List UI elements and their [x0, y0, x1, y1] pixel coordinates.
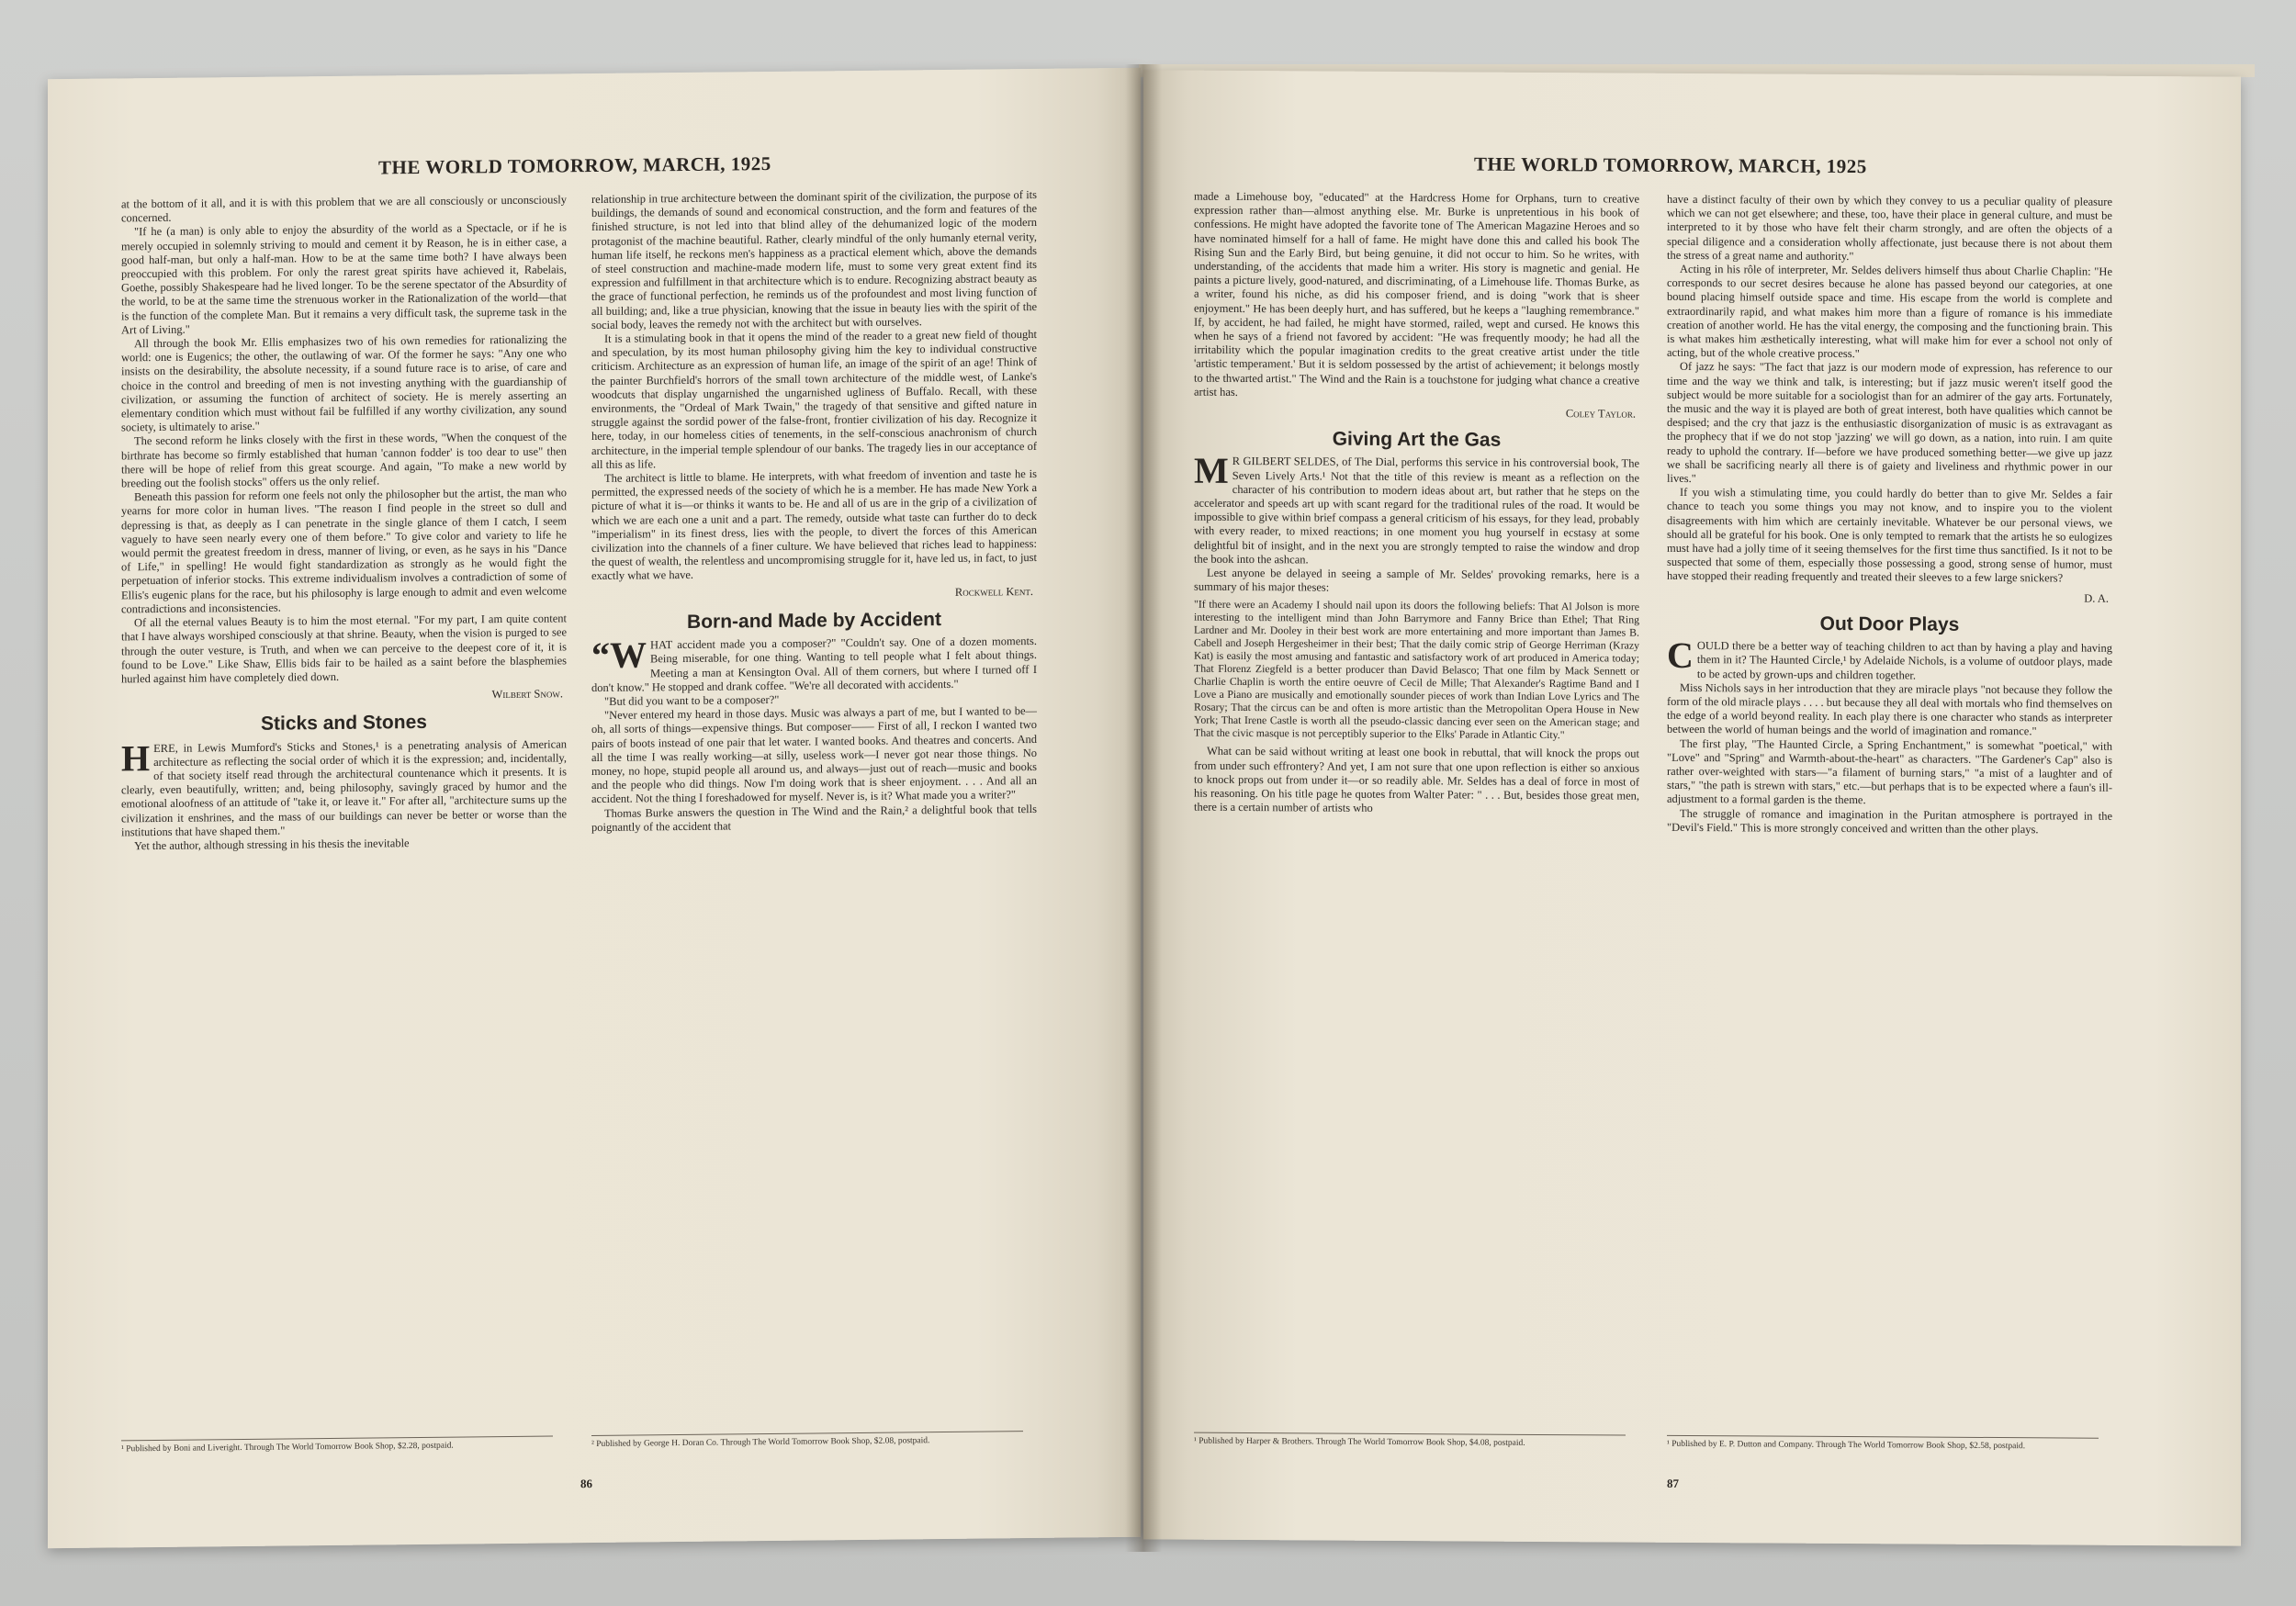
running-head-right: THE WORLD TOMORROW, MARCH, 1925	[1474, 152, 1867, 178]
footnote: ¹ Published by Harper & Brothers. Through The World Tomorrow Book Shop, $4.08, postpaid.	[1194, 1432, 1626, 1450]
paragraph: Yet the author, although stressing in his thesis the inevitable	[134, 837, 410, 853]
right-column-1	[1194, 190, 1639, 817]
paragraph: M R GILBERT SELDES, of The Dial, performs this service in his controversial book, The Seven Lively Arts.¹ Not that the title of this review is meant as a reflection on the character of his contribution to modern ideas about art, but rather that he steps on the accelerator and speeds art up with scant regard for the traditional rules of the road. It would be impossible to give within brief compass a general criticism of his essays, for they lead, probably with every reader, to mixed reactions; in one moment you hug yourself in ecstasy at some delightful bit of insight, and in the next you are strongly tempted to raise the window and drop the book into the ashcan.	[1194, 450, 1639, 567]
paragraph: at the bottom of it all, and it is with this problem that we are all consciously or unconsciously concerned.	[121, 193, 567, 225]
paragraph: Acting in his rôle of interpreter, Mr. Seldes delivers himself thus about Charlie Chaplin: "He corresponds to our secret desires because he alone has passed beyond our categories, at one bound placing himself outside space and time. His escape from the world is complete and extraordinarily rapid, and what makes him more than a figure of romance is his immediate creation of another world. He has the vital energy, the composing and the functioning brain. This is what makes him æsthetically interesting, what will make him for ever a school not only of acting, but of the whole creative process."	[1667, 262, 2112, 361]
right-page	[1143, 70, 2241, 1545]
book-gutter	[1125, 64, 1162, 1552]
left-column-1	[121, 193, 567, 853]
paragraph: COULD there be a better way of teaching children to act than by having a play and having them in it? The Haunted Circle,¹ by Adelaide Nichols, is a volume of outdoor plays, made to be acted by grown-ups and children together.	[1667, 634, 2112, 681]
footnote: ² Published by George H. Doran Co. Through The World Tomorrow Book Shop, $2.08, postpaid.	[591, 1431, 1023, 1450]
author-signature: D. A.	[2084, 591, 2109, 605]
paragraph: It is a stimulating book in that it opens the mind of the reader to a great new field of thought and speculation, by its most human philosophy giving him the key to individual constructive criticism. Architecture as an expression of human life, an image of the spirit of an age! Think of the painter Burchfield's horrors of the small town architecture of the middle west, of Lanke's woodcuts that display ungarnished the ungarnished ugliness of Buffalo. Recall, with these environments, the "Ordeal of Mark Twain," the tragedy of that sensitive and gifted nature in struggle against the sordid power of the false-front, frontier civilization of his day. Recognize it here, today, in our homeless cities of tenements, in the self-conscious anachronism of church architecture, in the imperial temple splendour of our banks. The tragedy lies in our acceptance of all this as life.	[591, 327, 1037, 471]
paragraph: Beneath this passion for reform one feels not only the philosopher but the artist, the man who yearns for more color in human lives. "The reason I find people in the street so dull and depressing is that, as deeply as I can penetrate in the single glance of them I catch, I seem vaguely to have seen nearly every one of them before." To give color and variety to life he would permit the greatest freedom in dress, manner of living, or even, as he says in his "Dance of Life," in spelling! He would fight standardization as strongly as he would fight the perpetuation of inferior stocks. This extreme individualism involves a contradiction of some of Ellis's eugenic plans for the race, but his philosophy is large enough to admit and even welcome contradictions and inconsistencies.	[121, 486, 567, 616]
paragraph: The first play, "The Haunted Circle, a Spring Enchantment," is somewhat "poetical," with "Love" and "Spring" and Warmth-about-the-heart" as characters. "The Gardener's Cap" also is rather over-weighted with stars—"a filament of burning stars," "a mist of a laughter and of stars," "the path is strewn with stars," etc.—but perhaps that is to be expected where a faun's ill-adjustment to a formal garden is the theme.	[1667, 736, 2112, 807]
paragraph: have a distinct faculty of their own by which they convey to us a peculiar quality of pleasure which we can not get elsewhere; and these, too, have their place in general culture, and must be interpreted to it by those who have felt their charm strongly, and are often the objects of a special diligence and a consideration wholly affectionate, just because there is not about them the stress of a great name and authority."	[1667, 192, 2112, 263]
drop-cap: M	[1194, 450, 1229, 492]
paragraph: relationship in true architecture between the dominant spirit of the civilization, the purpose of its buildings, the demands of sound and economical construction, and the form and features of the finished structure, is not led into that blind alley of the dehumanized logic of the modern protagonist of the machine beautiful. Rather, clearly mindful of the only humanly eternal verity, human life itself, he reckons men's happiness as a practical element which, above the demands of steel construction and machine-made modern life, must to some very great extent find its expression and fulfillment in that architecture which is to endure. Recognizing abstract beauty as the grace of functional perfection, he reminds us of the profoundest and most living function of all building; and, like a true physician, knowing that the issue in beauty lies with the spirit of the social body, leaves the remedy not with the architect but with ourselves.	[591, 187, 1037, 331]
paragraph: Lest anyone be delayed in seeing a sample of Mr. Seldes' provoking remarks, here is a summary of his major theses:	[1194, 566, 1639, 594]
drop-cap: C	[1667, 634, 1694, 677]
paragraph: Of all the eternal values Beauty is to him the most eternal. "For my part, I am quite content that I have always worshiped consciously at that shrine. Beauty, when the vision is purged to see through the outer vesture, is Truth, and when we can perceive to the deepest core of it, it is found to be Love." Like Shaw, Ellis bids fair to be hailed as a saint before the blasphemies hurled against him have completely died down.	[121, 612, 567, 686]
article-heading: Sticks and Stones	[261, 712, 427, 736]
right-column-2	[1667, 193, 2112, 837]
paragraph: If you wish a stimulating time, you could hardly do better than to give Mr. Seldes a fair chance to teach you some things you may not know, and to inspire you to the violent disagreements with him which are certainly inevitable. Whatever be our personal views, we should all be grateful for his book. One is only tempted to remark that the artists he so eulogizes must have had a jolly time of it seeing themselves for the first time thus sanctified. Is it not to be suspected that some of them, especially those possessing a good, strong sense of humor, must have stopped their reading frequently and treated their sleeves to a few large snickers?	[1667, 486, 2112, 585]
paragraph: The architect is little to blame. He interprets, with what freedom of invention and taste he is permitted, the expressed needs of the society of which he is a member. He has made New York a picture of what it is—or thinks it wants to be. He and all of us are in the grip of a civilization of which we are each one a unit and a part. The remedy, outside what taste can further do to deck "imperialism" in its finest dress, lies with the people, to divert the forces of this American civilization into the channels of a finer culture. We have believed that riches lead to happiness: the quest of wealth, the relentless and uncompromising struggle for it, have led us, in fact, to just exactly what we have.	[591, 467, 1037, 583]
paragraph: All through the book Mr. Ellis emphasizes two of his own remedies for rationalizing the world: one is Eugenics; the other, the outlawing of war. Of the former he says: "Any one who insists on the desirability, the absolute necessity, if a sound future race is to arise, of care and choice in the control and breeding of men is not investing anything with the guardianship of civilization, or assuming the function of architect of society. He is merely asserting an elementary condition which must without fail be fulfilled if any worthy civilization, any sound society, is ultimately to arise."	[121, 332, 567, 434]
paragraph: "If he (a man) is only able to enjoy the absurdity of the world as a Spectacle, or if he is merely occupied in solemnly striving to mould and cement it by Reason, he is in either case, a good half-man, but only a half-man. How to be at the same time both? I have always been preoccupied with this problem. For only the rarest great spirits have achieved it, Rabelais, Goethe, possibly Shakespeare had he lived longer. To be the serene spectator of the Absurdity of the world, to be at the same time the strenuous worker in the Rationalization of the world—that is the function of the complete Man. But it remains a very difficult task, the supreme task in the Art of Living."	[121, 220, 567, 337]
paragraph: Miss Nichols says in her introduction that they are miracle plays "not because they follow the form of the old miracle plays . . . . but because they all deal with mortals who find themselves on the edge of a world beyond reality. In each play there is one character who stands as interpreter between the world of human beings and the world of imagination and romance."	[1667, 680, 2112, 738]
paragraph: The second reform he links closely with the first in these words, "When the conquest of the birthrate has become so firmly established that human 'cannon fodder' is too dear to use" then there will be hope of relief from this great scourge. And again, "To make a new world by breeding out the foolish stocks" offers us the only relief.	[121, 430, 567, 490]
paragraph: The struggle of romance and imagination in the Puritan atmosphere is portrayed in the "Devil's Field." This is more strongly conceived and written than the other plays.	[1667, 806, 2112, 837]
article-heading: Giving Art the Gas	[1332, 428, 1502, 451]
paragraph: "Never entered my heard in those days. Music was always a part of me, but I wanted to be—oh, all sorts of things—expensive things. But composer—— First of all, I reckon I wanted two pairs of boots instead of one pair that let water. I wanted books. And theatres and concerts. And all the time I was really working—at silly, useless work—I never got near those things. No money, no hope, stupid people all around us, and always—just out of reach—music and books and the people who did things. Now I'm doing work that is sheer enjoyment. . . . And all an accident. Not the thing I foreshadowed for myself. Never is, is it? What made you a writer?"	[591, 704, 1037, 806]
paragraph: Of jazz he says: "The fact that jazz is our modern mode of expression, has reference to our time and the way we think and talk, is interesting; but if jazz music weren't itself good the subject would be more suitable for a sociologist than for an admirer of the gay arts. Fortunately, the music and the way it is played are both of great interest, both have qualities which cannot be despised; and the cry that jazz is the enthusiastic disorganization of music is as extravagant as the prophecy that if we do not stop 'jazzing' we will go down, as a nation, into ruin. I am quite ready to uphold the contrary. If—before we have produced something better—we give up jazz we shall be sacrificing nearly all there is of gaiety and liveliness and rhythmic power in our lives."	[1667, 360, 2112, 486]
paragraph: Thomas Burke answers the question in The Wind and the Rain,² a delightful book that tells poignantly of the accident that	[591, 802, 1037, 834]
article-heading: Born-and Made by Accident	[687, 608, 941, 633]
article-heading: Out Door Plays	[1819, 612, 1960, 635]
paragraph: "But did you want to be a composer?"	[604, 692, 780, 708]
author-signature: Coley Taylor.	[1565, 407, 1636, 421]
page-number: 86	[580, 1477, 592, 1491]
paragraph: HERE, in Lewis Mumford's Sticks and Stones,¹ is a penetrating analysis of American architecture as reflecting the social order of which it is the expression; and, incidentally, of that society itself read through the architectural countenance which it presents. It is clearly, even beautifully, written; and, being philosophy, savingly graced by humor and the emotional aloofness of an attitude of "take it, or leave it." For after all, "architecture sums up the civilization it enshrines, and the mass of our buildings can never be better or worse than the institutions that have shaped them."	[121, 736, 567, 839]
left-page	[48, 68, 1141, 1548]
drop-cap: “W	[591, 634, 647, 677]
left-column-2	[591, 188, 1037, 835]
author-signature: Rockwell Kent.	[954, 584, 1033, 599]
drop-cap: H	[121, 736, 151, 779]
page-number: 87	[1667, 1476, 1679, 1490]
paragraph: What can be said without writing at least one book in rebuttal, that will knock the props out from under such effrontery? And yet, I am not sure that one upon reflection is either so anxious to knock props out from under it—or so readily able. Mr. Seldes has a deal of force in most of his reasoning. On his title page he quotes from Walter Pater: " . . . But, besides those great men, there is a certain number of artists who	[1194, 745, 1639, 815]
block-quote: "If there were an Academy I should nail upon its doors the following beliefs: That Al Jolson is more interesting to the intelligent mind than John Barrymore and Fanny Brice than Ethel; That Ring Lardner and Mr. Dooley in their best work are more entertaining and more important than James B. Cabell and Joseph Hergesheimer in their best; That the daily comic strip of George Herriman (Krazy Kat) is easily the most amusing and fantastic and satisfactory work of art produced in America today; That Florenz Ziegfeld is a better producer than David Belasco; That one film by Mack Sennett or Charlie Chaplin is worth the entire oeuvre of Cecil de Mille; That Alexander's Ragtime Band and I Love a Piano are musically and emotionally sounder pieces of work than Indian Love Lyrics and The Rosary; That the circus can be and often is more artistic than the Metropolitan Opera House in New York; That Irene Castle is worth all the pseudo-classic dancing ever seen on the American stage; and That the civic masque is not perceptibly superior to the Elks' Parade in Atlantic City."	[1194, 598, 1639, 742]
footnote: ¹ Published by Boni and Liveright. Through The World Tomorrow Book Shop, $2.28, postpaid.	[121, 1435, 553, 1454]
footnote: ¹ Published by E. P. Dutton and Company. Through The World Tomorrow Book Shop, $2.58, postpaid.	[1667, 1435, 2099, 1453]
paragraph: “WHAT accident made you a composer?" "Couldn't say. One of a dozen moments. Being miserable, for one thing. Wanting to tell people what I felt about things. Meeting a man at Kensington Oval. All of them corners, but where I turned off I don't know." He stopped and drank coffee. "We're all decorated with accidents."	[591, 634, 1037, 694]
running-head-left: THE WORLD TOMORROW, MARCH, 1925	[378, 152, 771, 179]
paragraph: made a Limehouse boy, "educated" at the Hardcress Home for Orphans, turn to creative expression rather than—almost anything else. Mr. Burke is unpretentious in his book of confessions. He might have adopted the favorite tone of The American Magazine Heroes and so have nominated himself for a hall of fame. He might have done this and called his book The Rising Sun and the Early Bird, but being genuine, it did not occur to him. So he writes, with understanding, of the accidents that made him a writer. His story is magnetic and genial. He paints a picture lively, good-natured, and discriminating, of a Limehouse life. Thomas Burke, as a writer, found his niche, as did his composer friend, and is doing "work that is sheer enjoyment." He has been deeply hurt, and has suffered, but he keeps a "laughing remembrance." If, by accident, he had failed, he might have stormed, railed, wept and cursed. He knows this when he says of a friend not favored by accident: "He was frequently moody; he had all the irritability which the popular imagination credits to the great creative artist under the title 'artistic temperament.' But it is seldom possessed by the artist of achievement; it belongs mostly to the thwarted artist." The Wind and the Rain is a touchstone for judging what chance a creative artist has.	[1194, 189, 1639, 399]
author-signature: Wilbert Snow.	[491, 687, 563, 702]
